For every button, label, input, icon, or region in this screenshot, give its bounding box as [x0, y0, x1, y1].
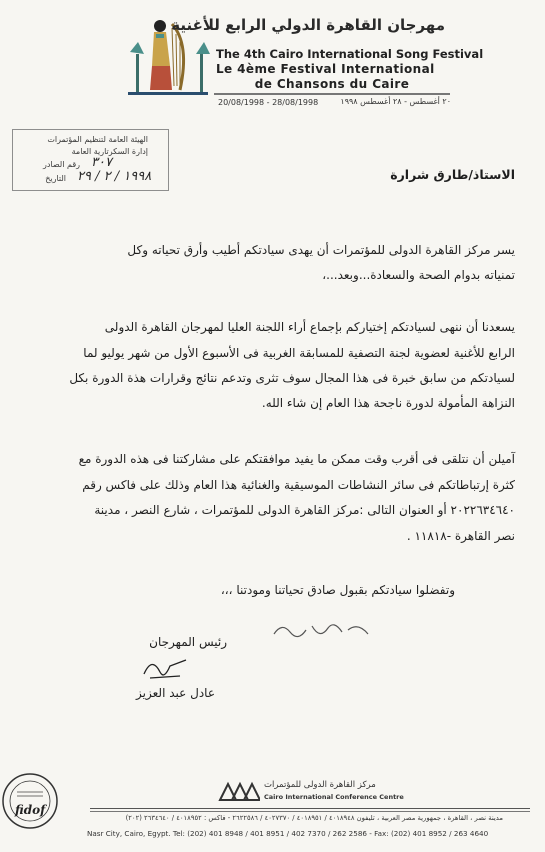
- org-name-english: Cairo International Conference Centre: [264, 793, 404, 801]
- paragraph2-line-4: نصر القاهرة -١١٨١٨ .: [406, 529, 515, 543]
- closing-line: وتفضلوا سيادتكم بقبول صادق تحياتنا ومودتنا ،،،: [220, 583, 455, 597]
- paragraph1-line-3: لسيادتكم من سابق خبرة فى هذا المجال سوف تثرى وتدعم نتائج وقرارات هذة الدورة بكل: [69, 371, 515, 385]
- handwritten-mark: [268, 612, 378, 648]
- recipient-name: الاستاذ/طارق شرارة: [390, 167, 515, 182]
- festival-title-french-line1: Le 4ème Festival International: [216, 62, 435, 76]
- stamp-date-value: ١٩٩٨ / ٢ / ٢٩: [77, 169, 152, 184]
- stamp-outgoing-label: رقم الصادر: [42, 160, 80, 169]
- address-arabic: مدينة نصر ، القاهرة ، جمهورية مصر العربية ، تليفون ٤٠١٨٩٤٨ / ٤٠١٨٩٥١ / ٤٠٢٧٣٧٠ / ٢٦٢٢٥٨٦ - فاكس : ٤٠١٨٩٥٢ / ٢٦٣٤٦٤٠ (٢٠٢): [125, 814, 503, 822]
- festival-dates-arabic: ٢٠ أغسطس - ٢٨ أغسطس ١٩٩٨: [340, 97, 451, 106]
- paragraph1-line-1: يسعدنا أن ننهى لسيادتكم إختياركم بإجماع أراء اللجنة العليا لمهرجان القاهرة الدولى: [104, 320, 515, 334]
- greeting-line-1: يسر مركز القاهرة الدولى للمؤتمرات أن يهدى سيادتكم أطيب وأرق تحياته وكل: [127, 243, 515, 257]
- footer-divider-top: [90, 808, 530, 809]
- registry-stamp: [12, 129, 169, 191]
- stamp-date-label: التاريخ: [45, 174, 66, 183]
- header-divider: [214, 93, 450, 95]
- fidof-label: fidof: [15, 803, 46, 817]
- festival-dates-english: 20/08/1998 - 28/08/1998: [218, 98, 319, 107]
- org-name-arabic: مركز القاهرة الدولى للمؤتمرات: [264, 780, 376, 790]
- paragraph2-line-3: ٢٠٢٢٦٣٤٦٤٠ أو العنوان التالى :مركز القاهرة الدولى للمؤتمرات ، شارع النصر ، مدينة: [94, 503, 515, 517]
- stamp-line-2: إدارة السكرتارية العامة: [71, 147, 148, 156]
- festival-title-arabic: مهرجان القاهرة الدولي الرابع للأغنية: [171, 16, 445, 34]
- paragraph2-line-2: كثرة إرتباطاتكم فى سائر النشاطات الموسيقية والغنائية هذا العام وذلك على فاكس رقم: [82, 478, 515, 492]
- festival-title-english: The 4th Cairo International Song Festival: [216, 47, 484, 61]
- address-english: Nasr City, Cairo, Egypt. Tel: (202) 401 8948 / 401 8951 / 402 7370 / 262 2586 - Fax: (202) 401 8952 / 263 4640: [87, 829, 489, 838]
- greeting-line-2: تمنياته بدوام الصحة والسعادة...وبعد...،: [322, 268, 515, 282]
- festival-title-french-line2: de Chansons du Caire: [254, 77, 410, 91]
- fidof-seal-icon: [1, 772, 59, 830]
- paragraph2-line-1: آميلن أن نتلقى فى أقرب وقت ممكن ما يفيد موافقتكم على مشاركتنا فى هذه الدورة مع: [78, 452, 515, 466]
- stamp-outgoing-number: ٣٠٧: [91, 155, 112, 170]
- signer-title: رئيس المهرجان: [149, 635, 227, 649]
- signer-name: عادل عبد العزيز: [136, 686, 215, 700]
- paragraph1-line-4: النزاهة المأمولة لدورة ناجحة هذا العام إن شاء الله.: [261, 396, 515, 410]
- signature: [140, 652, 190, 682]
- cicc-logo-icon: [218, 780, 260, 802]
- footer-divider-bottom: [90, 811, 530, 812]
- stamp-line-1: الهيئة العامة لتنظيم المؤتمرات: [47, 135, 148, 144]
- paragraph1-line-2: الرابع للأغنية لعضوية لجنة التصفية للمسابقة الغربية فى الأسبوع الأول من شهر يوليو لما: [83, 346, 515, 360]
